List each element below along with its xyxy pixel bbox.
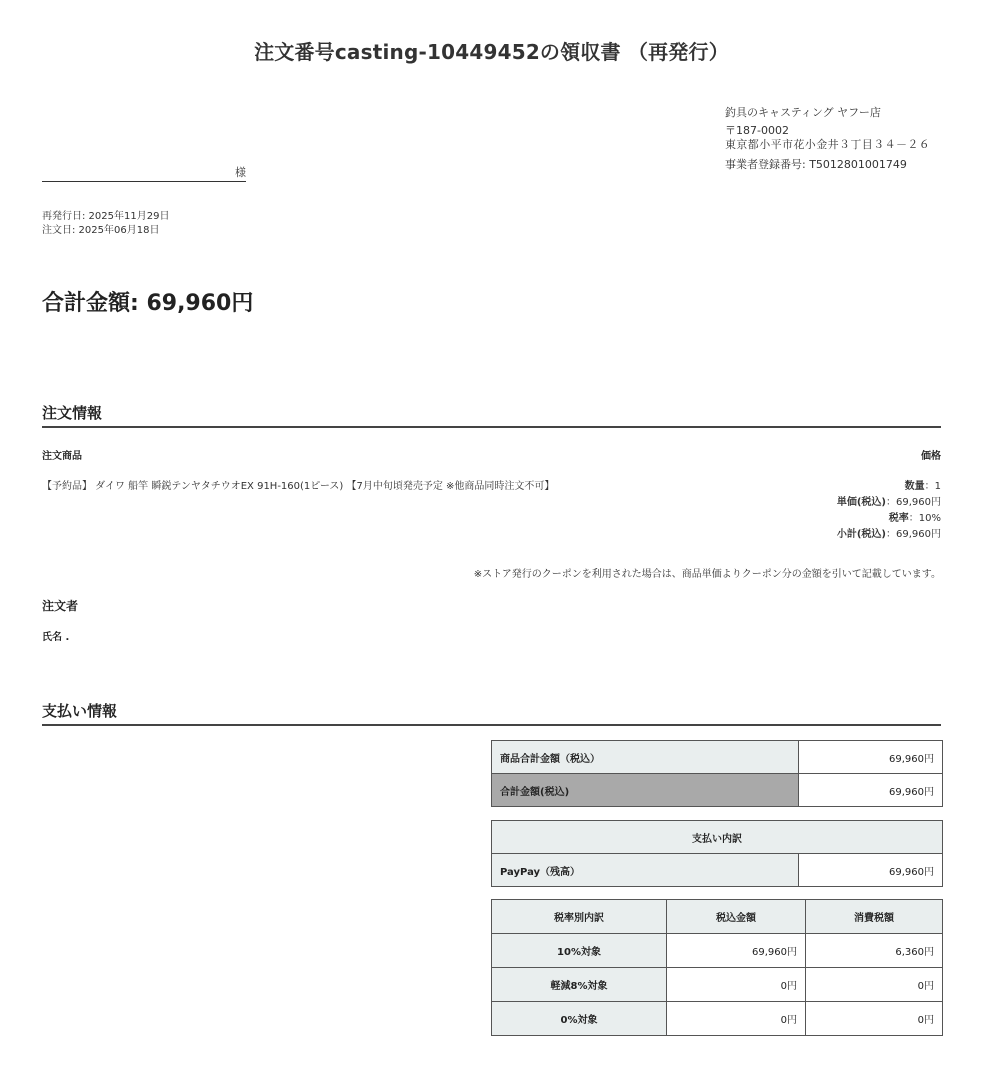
tax-rate-row <box>837 511 941 527</box>
coupon-note: ※ストア発行のクーポンを利用された場合は、商品単価よりクーポン分の金額を引いて記載しています。 <box>473 569 941 580</box>
tax-col-header: 税率別内訳 <box>492 900 667 934</box>
store-postal: 〒187-0002 <box>725 124 789 137</box>
quantity-value: ：1 <box>924 481 941 492</box>
unit-price-value: ：69,960円 <box>886 497 941 508</box>
tax-row-amount: 0円 <box>667 968 806 1002</box>
order-info-heading: 注文情報 <box>42 402 941 428</box>
payment-info-heading: 支払い情報 <box>42 700 941 726</box>
tax-row-tax: 0円 <box>806 1002 943 1036</box>
breakdown-heading: 支払い内訳 <box>492 821 943 854</box>
goods-total-label: 商品合計金額（税込） <box>492 741 799 774</box>
table-header-row <box>492 900 943 934</box>
store-registration: 事業者登録番号: T5012801001749 <box>725 158 907 171</box>
table-row <box>492 854 943 887</box>
order-date: 注文日: 2025年06月18日 <box>42 225 160 236</box>
unit-price-row <box>837 495 941 511</box>
tax-row-tax: 6,360円 <box>806 934 943 968</box>
recipient-suffix: 様 <box>235 166 246 179</box>
totals-table <box>491 740 943 807</box>
tax-row-label: 10%対象 <box>492 934 667 968</box>
unit-price-label: 単価(税込) <box>836 497 886 508</box>
tax-row-label: 軽減8%対象 <box>492 968 667 1002</box>
goods-total-value: 69,960円 <box>799 741 943 774</box>
subtotal-value: ：69,960円 <box>886 529 941 540</box>
orderer-name-label: 氏名 . <box>42 632 70 643</box>
grand-total-value: 69,960円 <box>799 774 943 807</box>
date-block <box>42 210 169 238</box>
quantity-label: 数量 <box>904 481 925 492</box>
tax-rate-label: 税率 <box>888 513 909 524</box>
subtotal-row <box>837 527 941 543</box>
table-row <box>492 741 943 774</box>
paypay-label: PayPay（残高） <box>492 854 799 887</box>
tax-row-tax: 0円 <box>806 968 943 1002</box>
price-details <box>837 479 941 543</box>
tax-row-amount: 69,960円 <box>667 934 806 968</box>
grand-total-label: 合計金額(税込) <box>492 774 799 807</box>
recipient-field <box>42 164 246 182</box>
tax-row-label: 0%対象 <box>492 1002 667 1036</box>
price-column-header: 価格 <box>921 451 941 462</box>
total-amount-heading: 合計金額: 69,960円 <box>42 291 254 316</box>
reissue-date: 再発行日: 2025年11月29日 <box>42 211 170 222</box>
store-name: 釣具のキャスティング ヤフー店 <box>725 106 881 119</box>
table-row <box>492 1002 943 1036</box>
quantity-row <box>837 479 941 495</box>
table-row <box>492 934 943 968</box>
paypay-value: 69,960円 <box>799 854 943 887</box>
tax-col-header: 消費税額 <box>806 900 943 934</box>
table-row <box>492 774 943 807</box>
document-title: 注文番号casting-10449452の領収書 （再発行） <box>254 40 729 64</box>
store-info <box>725 104 930 174</box>
orderer-heading: 注文者 <box>42 599 79 613</box>
tax-breakdown-table <box>491 899 943 1036</box>
subtotal-label: 小計(税込) <box>836 529 886 540</box>
tax-col-header: 税込金額 <box>667 900 806 934</box>
product-column-header: 注文商品 <box>42 451 82 462</box>
table-row <box>492 968 943 1002</box>
payment-breakdown-table <box>491 820 943 887</box>
table-row <box>492 821 943 854</box>
tax-rate-value: ：10% <box>908 513 941 524</box>
product-name: 【予約品】 ダイワ 船竿 瞬鋭テンヤタチウオEX 91H-160(1ピース) 【7月中旬頃発売予定 ※他商品同時注文不可】 <box>42 481 555 492</box>
tax-row-amount: 0円 <box>667 1002 806 1036</box>
store-address: 東京都小平市花小金井３丁目３４－２６ <box>725 138 931 151</box>
